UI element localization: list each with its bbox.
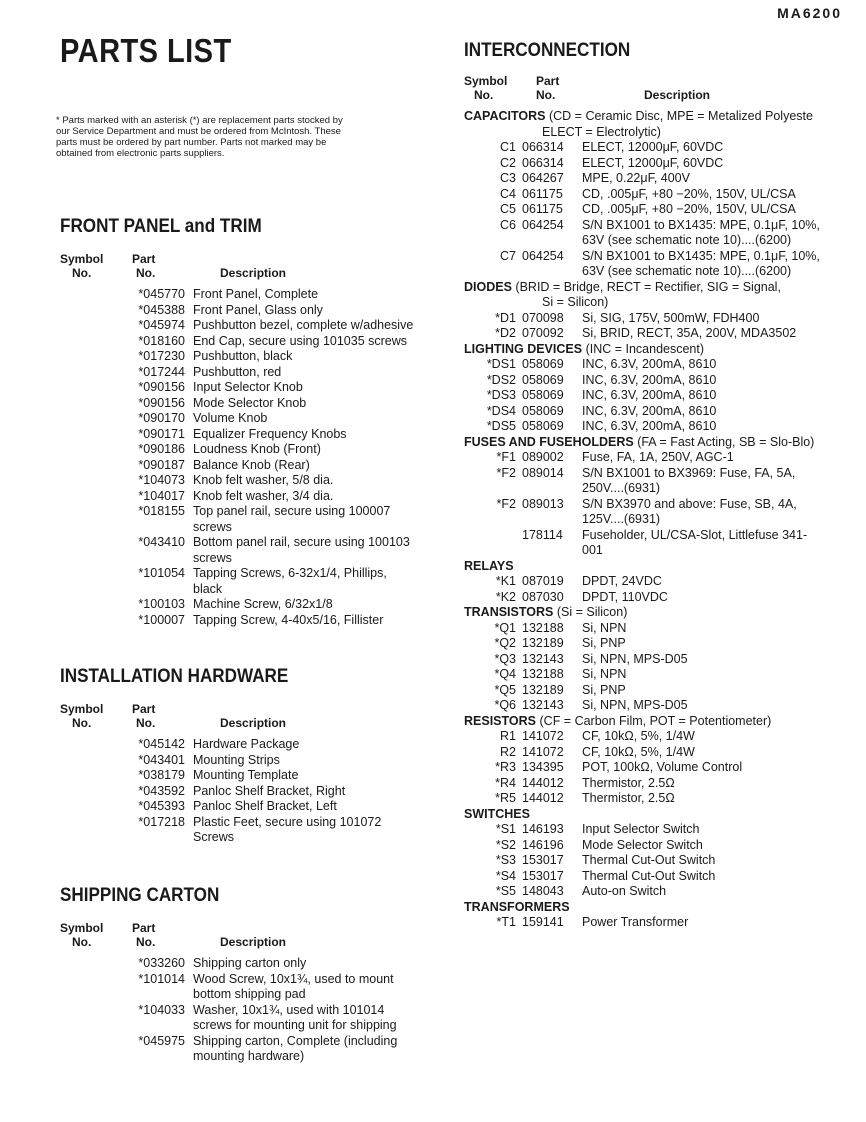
part-number: *017230 <box>138 349 185 363</box>
parts-row <box>464 884 824 900</box>
parts-row <box>464 218 824 249</box>
parts-row <box>464 652 824 668</box>
installation-list <box>118 737 418 846</box>
part-number: 070098 <box>522 310 564 325</box>
parts-row <box>464 187 824 203</box>
part-number: 087019 <box>522 574 564 588</box>
part-description: Si, NPN, MPS-D05 <box>582 651 688 666</box>
part-number: 058069 <box>522 372 564 387</box>
symbol-number: *S5 <box>495 884 516 898</box>
category-name: RESISTORS <box>464 713 537 728</box>
part-description: CD, .005μF, +80 −20%, 150V, UL/CSA <box>582 186 796 201</box>
parts-row <box>464 574 824 590</box>
symbol-number: C2 <box>500 155 516 170</box>
part-description: CD, .005μF, +80 −20%, 150V, UL/CSA <box>582 202 796 216</box>
part-number: *043592 <box>138 783 185 798</box>
part-description: Si, NPN <box>582 667 627 681</box>
symbol-number: *D2 <box>495 326 516 340</box>
part-description: S/N BX1001 to BX1435: MPE, 0.1μF, 10%, 63V (see schematic note 10)....(6200) <box>582 217 820 247</box>
part-number: 159141 <box>522 915 564 929</box>
front-panel-list <box>118 287 418 628</box>
symbol-number: *F1 <box>496 450 516 464</box>
symbol-number: *DS5 <box>486 419 516 433</box>
parts-row <box>118 349 418 365</box>
column-headers: Symbol Part No. No. Description <box>60 252 287 280</box>
parts-row <box>118 737 418 753</box>
part-number: *033260 <box>138 956 185 970</box>
parts-row <box>118 458 418 474</box>
symbol-number: *T1 <box>496 915 516 929</box>
parts-row <box>118 442 418 458</box>
part-number: 144012 <box>522 775 564 790</box>
parts-row <box>118 956 408 972</box>
part-description: Si, PNP <box>582 636 626 650</box>
parts-row <box>118 365 418 381</box>
part-description: Pushbutton, red <box>193 364 282 379</box>
parts-row <box>464 528 824 559</box>
category-heading <box>464 605 824 621</box>
part-description: Top panel rail, secure using 100007 screws <box>193 504 391 534</box>
category-note: (FA = Fast Acting, SB = Slo-Blo) <box>637 434 815 449</box>
parts-row <box>464 404 824 420</box>
parts-row <box>118 380 418 396</box>
parts-row <box>464 636 824 652</box>
symbol-number: C5 <box>500 202 516 216</box>
parts-row <box>118 504 418 535</box>
column-headers: Symbol Part No. No. Description <box>60 702 287 730</box>
symbol-number: C1 <box>500 140 516 154</box>
parts-row <box>118 473 418 489</box>
part-description: S/N BX1001 to BX1435: MPE, 0.1μF, 10%, 63V (see schematic note 10)....(6200) <box>582 248 820 278</box>
parts-row <box>118 768 418 784</box>
parts-row <box>464 869 824 885</box>
symbol-number: *F2 <box>496 496 516 511</box>
part-description: Si, NPN, MPS-D05 <box>582 698 688 712</box>
parts-row <box>118 427 418 443</box>
part-description: INC, 6.3V, 200mA, 8610 <box>582 372 717 387</box>
part-description: Knob felt washer, 3/4 dia. <box>193 488 334 503</box>
part-description: DPDT, 110VDC <box>582 589 668 604</box>
symbol-number: C6 <box>500 217 516 232</box>
part-number: 146196 <box>522 837 564 852</box>
symbol-number: *K2 <box>495 589 516 604</box>
part-description: Fuseholder, UL/CSA-Slot, Littlefuse 341-001 <box>582 527 808 557</box>
part-description: MPE, 0.22μF, 400V <box>582 171 690 185</box>
part-description: Thermistor, 2.5Ω <box>582 775 675 790</box>
part-description: Tapping Screw, 4-40x5/16, Fillister <box>193 612 384 627</box>
symbol-number: *R5 <box>495 791 516 805</box>
symbol-number: *Q2 <box>494 636 516 650</box>
symbol-number: *S3 <box>495 853 516 867</box>
parts-row <box>118 318 418 334</box>
category-note: (CF = Carbon Film, POT = Potentiometer) <box>539 713 772 728</box>
parts-row <box>464 590 824 606</box>
parts-row <box>464 853 824 869</box>
part-description: Input Selector Switch <box>582 822 700 836</box>
parts-row <box>118 334 418 350</box>
part-number: 066314 <box>522 140 564 154</box>
parts-row <box>118 566 418 597</box>
category-name: TRANSISTORS <box>464 605 554 619</box>
part-description: Panloc Shelf Bracket, Right <box>193 783 346 798</box>
parts-row <box>464 140 824 156</box>
part-description: INC, 6.3V, 200mA, 8610 <box>582 388 717 402</box>
symbol-number: *F2 <box>496 465 516 480</box>
part-number: *090156 <box>138 380 185 394</box>
part-description: Wood Screw, 10x1¾, used to mount bottom shipping pad <box>193 971 394 1001</box>
part-number: *090187 <box>138 457 185 472</box>
part-number: 132143 <box>522 698 564 712</box>
part-description: Si, PNP <box>582 682 626 697</box>
parts-row <box>464 357 824 373</box>
part-description: CF, 10kΩ, 5%, 1/4W <box>582 729 695 743</box>
part-number: 178114 <box>522 527 563 542</box>
part-number: 089014 <box>522 465 564 480</box>
part-number: 132188 <box>522 667 564 681</box>
parts-row <box>464 202 824 218</box>
part-number: *045770 <box>138 287 185 301</box>
section-title-front-panel: FRONT PANEL and TRIM <box>60 216 262 237</box>
part-description: Bottom panel rail, secure using 100103 screws <box>193 535 410 565</box>
part-number: 061175 <box>522 202 563 216</box>
category-note: (BRID = Bridge, RECT = Rectifier, SIG = Signal, <box>515 279 781 294</box>
part-number: 087030 <box>522 589 564 604</box>
part-description: Washer, 10x1¾, used with 101014 screws for mounting unit for shipping <box>193 1002 397 1032</box>
part-description: INC, 6.3V, 200mA, 8610 <box>582 419 717 433</box>
part-number: *090171 <box>138 426 185 441</box>
parts-row <box>118 1003 408 1034</box>
symbol-number: *R4 <box>495 775 516 790</box>
part-number: *043410 <box>138 535 185 549</box>
part-number: 064254 <box>522 217 564 232</box>
part-number: 132188 <box>522 620 564 635</box>
parts-row <box>464 915 824 931</box>
asterisk-note: * Parts marked with an asterisk (*) are replacement parts stocked by our Service Department and must be ordered from McIntosh. These parts must be ordered by part number. Parts not marked may be obtained from electronic parts suppliers. <box>56 115 343 159</box>
symbol-number: R2 <box>500 744 516 759</box>
part-description: Knob felt washer, 5/8 dia. <box>193 473 334 487</box>
symbol-number: *Q1 <box>494 620 516 635</box>
category-name: SWITCHES <box>464 806 530 821</box>
part-description: Thermal Cut-Out Switch <box>582 853 716 867</box>
part-description: Mounting Template <box>193 768 299 782</box>
symbol-number: C4 <box>500 186 516 201</box>
category-note-continued: ELECT = Electrolytic) <box>542 124 661 139</box>
part-description: Plastic Feet, secure using 101072 Screws <box>193 814 382 844</box>
part-number: 089013 <box>522 496 564 511</box>
model-number: MA6200 <box>777 5 842 21</box>
part-description: Pushbutton, black <box>193 349 293 363</box>
interconnection-list <box>464 109 824 931</box>
symbol-number: *S4 <box>495 868 516 883</box>
part-description: Mode Selector Knob <box>193 395 307 410</box>
part-number: *018160 <box>138 333 185 348</box>
part-number: 148043 <box>522 884 564 898</box>
part-description: Si, NPN <box>582 620 627 635</box>
parts-row <box>118 972 408 1003</box>
category-heading <box>464 280 824 296</box>
section-title-installation: INSTALLATION HARDWARE <box>60 666 289 687</box>
part-number: *100007 <box>138 612 185 627</box>
parts-row <box>118 411 418 427</box>
category-name: RELAYS <box>464 558 514 573</box>
column-headers: Symbol Part No. No. Description <box>464 74 711 102</box>
part-number: 070092 <box>522 326 564 340</box>
parts-row <box>464 171 824 187</box>
category-heading <box>464 109 824 125</box>
part-number: 134395 <box>522 760 564 774</box>
part-number: 132189 <box>522 682 564 697</box>
part-description: Equalizer Frequency Knobs <box>193 426 347 441</box>
part-description: Mode Selector Switch <box>582 837 703 852</box>
symbol-number: C3 <box>500 171 516 185</box>
parts-row <box>118 535 418 566</box>
parts-row <box>464 683 824 699</box>
parts-row <box>464 760 824 776</box>
part-number: *101054 <box>138 566 185 580</box>
parts-row <box>118 597 418 613</box>
category-name: FUSES AND FUSEHOLDERS <box>464 434 634 449</box>
parts-row <box>118 303 418 319</box>
parts-row <box>118 784 418 800</box>
part-description: INC, 6.3V, 200mA, 8610 <box>582 357 717 371</box>
parts-row <box>118 613 418 629</box>
part-number: *045142 <box>138 737 185 751</box>
part-description: Machine Screw, 6/32x1/8 <box>193 597 333 611</box>
part-number: 058069 <box>522 357 564 371</box>
part-number: *090170 <box>138 411 185 425</box>
category-note-continued: Si = Silicon) <box>542 295 609 309</box>
category-name: DIODES <box>464 279 512 294</box>
part-description: POT, 100kΩ, Volume Control <box>582 760 743 774</box>
part-number: 058069 <box>522 388 564 402</box>
part-number: 153017 <box>522 868 564 883</box>
symbol-number <box>464 528 516 559</box>
symbol-number: *Q4 <box>494 667 516 681</box>
part-description: Auto-on Switch <box>582 884 667 898</box>
part-number: 141072 <box>522 729 564 743</box>
parts-row <box>118 799 418 815</box>
parts-row <box>464 326 824 342</box>
part-description: Thermistor, 2.5Ω <box>582 791 675 805</box>
part-number: 144012 <box>522 791 564 805</box>
symbol-number: R1 <box>500 729 516 743</box>
parts-row <box>464 373 824 389</box>
part-description: INC, 6.3V, 200mA, 8610 <box>582 403 717 418</box>
parts-row <box>464 698 824 714</box>
part-number: *100103 <box>138 597 185 611</box>
parts-row <box>464 419 824 435</box>
symbol-number: *Q3 <box>494 651 516 666</box>
part-description: Volume Knob <box>193 411 268 425</box>
part-number: 066314 <box>522 155 564 170</box>
symbol-number: *DS1 <box>486 357 516 371</box>
parts-row <box>118 396 418 412</box>
symbol-number: *DS4 <box>486 403 516 418</box>
part-number: 058069 <box>522 419 564 433</box>
part-number: *038179 <box>138 768 185 782</box>
part-description: Si, BRID, RECT, 35A, 200V, MDA3502 <box>582 326 797 340</box>
part-description: S/N BX1001 to BX3969: Fuse, FA, 5A, 250V....(6931) <box>582 465 796 495</box>
category-heading <box>464 807 824 823</box>
category-heading <box>464 342 824 358</box>
part-description: Loudness Knob (Front) <box>193 442 321 456</box>
part-description: Tapping Screws, 6-32x1/4, Phillips, black <box>193 566 387 596</box>
parts-row <box>464 822 824 838</box>
part-description: ELECT, 12000μF, 60VDC <box>582 155 724 170</box>
symbol-number: *D1 <box>495 310 516 325</box>
part-number: *045393 <box>138 799 185 813</box>
part-number: *043401 <box>138 752 185 767</box>
section-title-interconnection: INTERCONNECTION <box>464 40 631 61</box>
part-description: Shipping carton, Complete (including mounting hardware) <box>193 1033 398 1063</box>
symbol-number: C7 <box>500 248 516 263</box>
category-heading <box>464 435 824 451</box>
part-number: 064254 <box>522 248 564 263</box>
parts-row <box>464 729 824 745</box>
part-description: Front Panel, Glass only <box>193 302 323 317</box>
part-number: *101014 <box>138 971 185 986</box>
category-heading <box>464 559 824 575</box>
part-number: 153017 <box>522 853 564 867</box>
parts-row <box>464 466 824 497</box>
category-name: LIGHTING DEVICES <box>464 341 583 356</box>
part-number: 141072 <box>522 744 564 759</box>
symbol-number: *S2 <box>495 837 516 852</box>
part-description: Hardware Package <box>193 737 300 751</box>
part-number: *104017 <box>138 488 185 503</box>
part-number: *045974 <box>138 318 185 332</box>
parts-row <box>464 667 824 683</box>
part-number: *017244 <box>138 364 185 379</box>
parts-row <box>464 497 824 528</box>
part-description: Balance Knob (Rear) <box>193 457 310 472</box>
part-number: 064267 <box>522 171 564 185</box>
parts-row <box>464 776 824 792</box>
column-headers: Symbol Part No. No. Description <box>60 921 287 949</box>
parts-row <box>464 791 824 807</box>
part-description: Power Transformer <box>582 915 689 929</box>
part-number: 146193 <box>522 822 564 836</box>
category-note: (INC = Incandescent) <box>585 341 705 356</box>
part-number: 132189 <box>522 636 564 650</box>
part-number: *104033 <box>138 1002 185 1017</box>
parts-row <box>464 249 824 280</box>
symbol-number: *DS2 <box>486 372 516 387</box>
symbol-number: *Q6 <box>494 698 516 712</box>
part-number: 132143 <box>522 651 564 666</box>
part-description: ELECT, 12000μF, 60VDC <box>582 140 724 154</box>
part-description: Panloc Shelf Bracket, Left <box>193 799 337 813</box>
parts-row <box>464 311 824 327</box>
part-number: *018155 <box>138 504 185 518</box>
category-heading <box>464 900 824 916</box>
parts-row <box>118 489 418 505</box>
section-title-shipping: SHIPPING CARTON <box>60 885 220 906</box>
parts-row <box>118 753 418 769</box>
part-description: Input Selector Knob <box>193 380 303 394</box>
part-description: Si, SIG, 175V, 500mW, FDH400 <box>582 310 760 325</box>
parts-row <box>464 621 824 637</box>
part-description: Shipping carton only <box>193 956 307 970</box>
parts-row <box>464 156 824 172</box>
part-number: 089002 <box>522 450 564 464</box>
category-note: (Si = Silicon) <box>556 605 628 619</box>
part-description: DPDT, 24VDC <box>582 574 662 588</box>
symbol-number: *DS3 <box>486 388 516 402</box>
symbol-number: *Q5 <box>494 682 516 697</box>
part-number: *104073 <box>138 473 185 487</box>
part-description: S/N BX3970 and above: Fuse, SB, 4A, 125V....(6931) <box>582 496 797 526</box>
category-name: CAPACITORS <box>464 109 546 123</box>
category-note: (CD = Ceramic Disc, MPE = Metalized Polyeste <box>548 109 813 123</box>
symbol-number: *R3 <box>495 760 516 774</box>
part-number: *017218 <box>138 814 185 829</box>
parts-row <box>464 745 824 761</box>
part-number: *045975 <box>138 1033 185 1048</box>
part-description: CF, 10kΩ, 5%, 1/4W <box>582 744 695 759</box>
parts-row <box>464 838 824 854</box>
part-description: Fuse, FA, 1A, 250V, AGC-1 <box>582 450 734 464</box>
category-heading <box>464 714 824 730</box>
shipping-list <box>118 956 408 1065</box>
symbol-number: *K1 <box>495 574 516 588</box>
part-number: 058069 <box>522 403 564 418</box>
part-description: End Cap, secure using 101035 screws <box>193 333 408 348</box>
page-title: PARTS LIST <box>60 32 232 69</box>
symbol-number: *S1 <box>495 822 516 836</box>
part-number: 061175 <box>522 186 563 201</box>
part-description: Front Panel, Complete <box>193 287 319 301</box>
part-description: Pushbutton bezel, complete w/adhesive <box>193 318 414 332</box>
part-number: *090186 <box>138 442 185 456</box>
part-number: *045388 <box>138 302 185 317</box>
parts-row <box>464 388 824 404</box>
parts-row <box>118 287 418 303</box>
part-number: *090156 <box>138 395 185 410</box>
parts-row <box>118 815 418 846</box>
part-description: Thermal Cut-Out Switch <box>582 868 716 883</box>
parts-row <box>118 1034 408 1065</box>
category-name: TRANSFORMERS <box>464 899 570 914</box>
parts-row <box>464 450 824 466</box>
part-description: Mounting Strips <box>193 752 280 767</box>
